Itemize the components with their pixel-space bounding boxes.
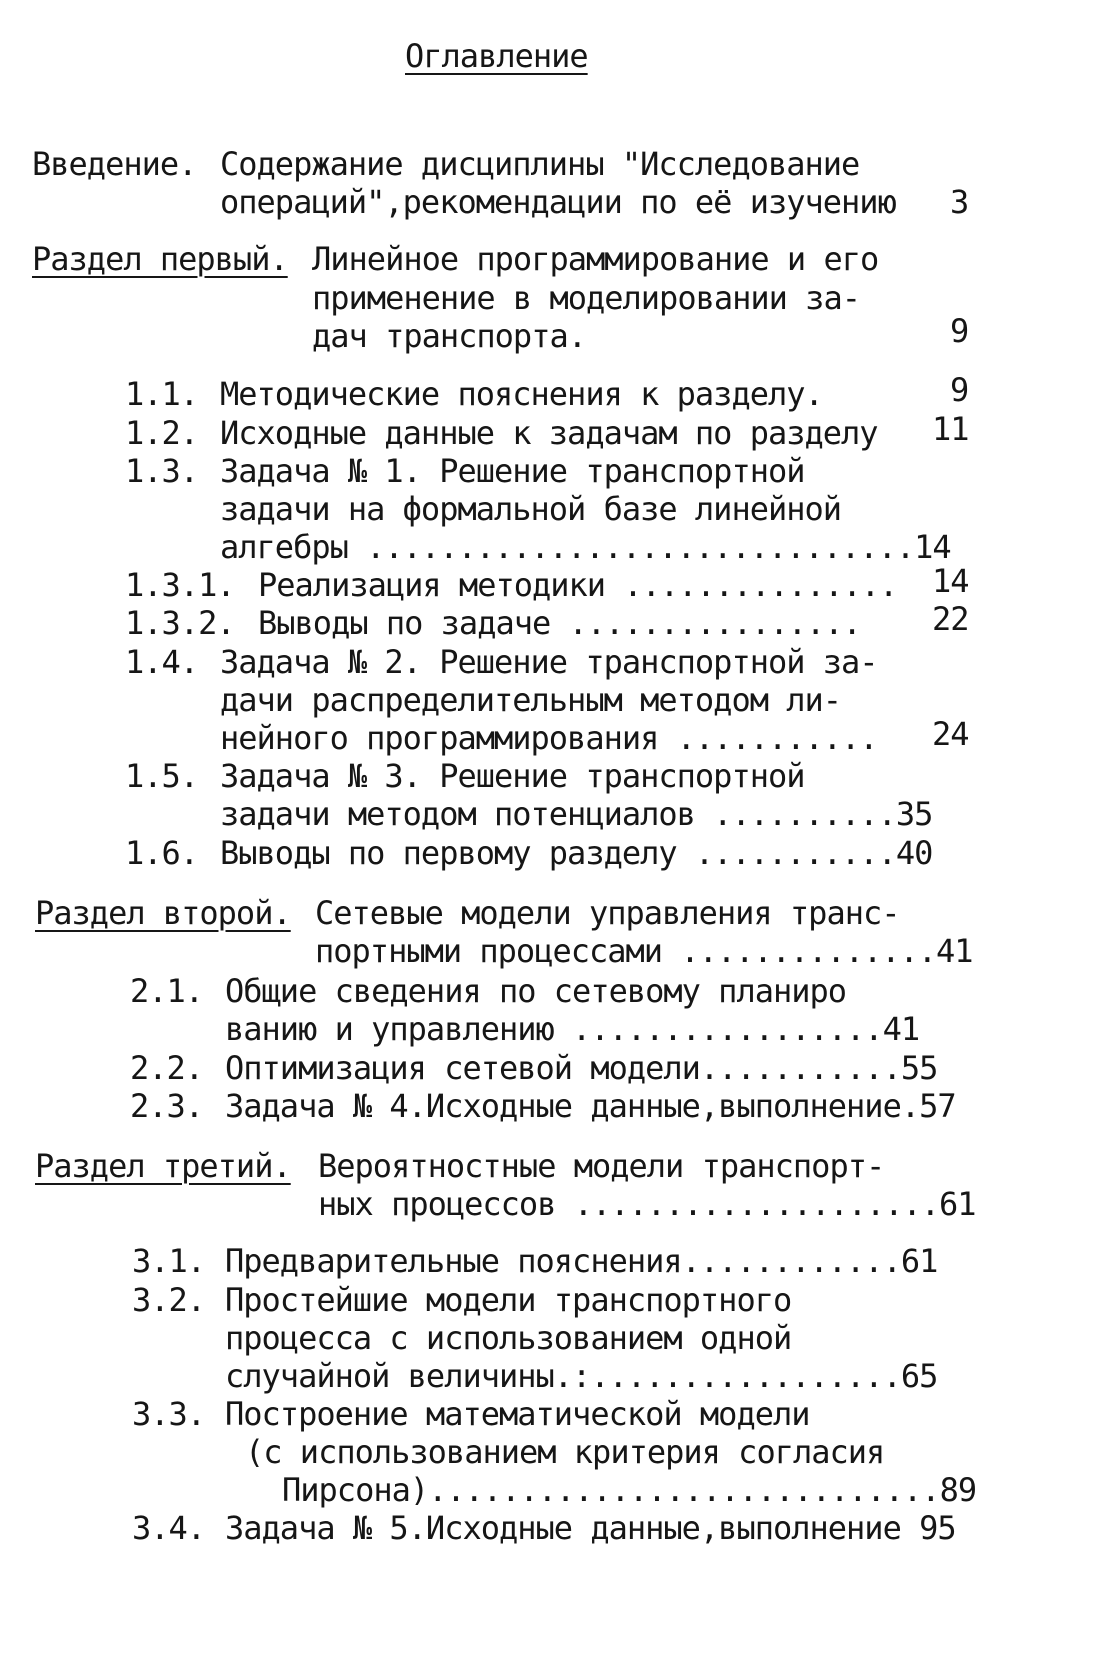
toc-entry: Задача № 3. Решение транспортной bbox=[220, 757, 805, 795]
toc-entry: Предварительные пояснения............61 bbox=[225, 1242, 938, 1280]
toc-entry: (с использованием критерия согласия bbox=[245, 1433, 885, 1471]
toc-entry: дачи распределительным методом ли- bbox=[220, 681, 842, 719]
toc-entry: нейного программирования ........... bbox=[220, 719, 878, 757]
toc-number: 1.3.1. bbox=[125, 566, 235, 604]
intro-line-2: операций",рекомендации по её изучению bbox=[220, 183, 896, 221]
section3-line-2: ных процессов ....................61 bbox=[318, 1185, 976, 1223]
section2-line-1: Сетевые модели управления транс- bbox=[315, 894, 900, 932]
section3-line-1: Вероятностные модели транспорт- bbox=[318, 1147, 885, 1185]
toc-entry: Исходные данные к задачам по разделу bbox=[220, 414, 878, 452]
toc-number: 2.3. bbox=[130, 1087, 204, 1125]
toc-number: 1.2. bbox=[125, 414, 199, 452]
toc-page: 22 bbox=[932, 600, 969, 638]
toc-entry: ванию и управлению .................41 bbox=[225, 1010, 920, 1048]
intro-line-1: Содержание дисциплины "Исследование bbox=[220, 145, 860, 183]
toc-number: 1.4. bbox=[125, 643, 199, 681]
section1-line-2: применение в моделировании за- bbox=[312, 279, 860, 317]
toc-entry: задачи методом потенциалов ..........35 bbox=[220, 795, 933, 833]
intro-label: Введение. bbox=[32, 145, 197, 183]
toc-number: 3.3. bbox=[132, 1395, 206, 1433]
toc-entry: Оптимизация сетевой модели...........55 bbox=[225, 1049, 938, 1087]
section1-label: Раздел первый. bbox=[32, 240, 288, 278]
section1-page: 9 bbox=[950, 312, 969, 350]
toc-page: 24 bbox=[932, 715, 969, 753]
toc-entry: Общие сведения по сетевому планиро bbox=[225, 972, 847, 1010]
toc-entry: случайной величины.:.................65 bbox=[225, 1357, 938, 1395]
toc-entry: задачи на формальной базе линейной bbox=[220, 490, 842, 528]
section1-line-3: дач транспорта. bbox=[312, 317, 586, 355]
toc-entry: Задача № 2. Решение транспортной за- bbox=[220, 643, 878, 681]
toc-entry: Пирсона)............................89 bbox=[282, 1471, 977, 1509]
toc-entry: Реализация методики ............... bbox=[258, 566, 898, 604]
toc-number: 3.1. bbox=[132, 1242, 206, 1280]
toc-number: 1.3. bbox=[125, 452, 199, 490]
toc-entry: Задача № 1. Решение транспортной bbox=[220, 452, 805, 490]
intro-page: 3 bbox=[950, 183, 969, 221]
toc-number: 3.4. bbox=[132, 1509, 206, 1547]
toc-number: 2.2. bbox=[130, 1049, 204, 1087]
toc-entry: Построение математической модели bbox=[225, 1395, 810, 1433]
section1-line-1: Линейное программирование и его bbox=[312, 240, 879, 278]
toc-number: 2.1. bbox=[130, 972, 204, 1010]
toc-entry: Простейшие модели транспортного bbox=[225, 1281, 792, 1319]
toc-entry: Выводы по первому разделу ...........40 bbox=[220, 834, 933, 872]
toc-number: 1.5. bbox=[125, 757, 199, 795]
toc-number: 1.3.2. bbox=[125, 604, 235, 642]
toc-entry: Задача № 4.Исходные данные,выполнение.57 bbox=[225, 1087, 956, 1125]
page-title: Оглавление bbox=[405, 37, 588, 75]
section2-label: Раздел второй. bbox=[35, 894, 291, 932]
toc-number: 1.6. bbox=[125, 834, 199, 872]
toc-entry: алгебры ..............................14 bbox=[220, 528, 951, 566]
section3-label: Раздел третий. bbox=[35, 1147, 291, 1185]
toc-entry: Задача № 5.Исходные данные,выполнение 95 bbox=[225, 1509, 956, 1547]
toc-number: 3.2. bbox=[132, 1281, 206, 1319]
toc-entry: Методические пояснения к разделу. bbox=[220, 375, 823, 413]
toc-entry: процесса с использованием одной bbox=[225, 1319, 792, 1357]
toc-page: 14 bbox=[932, 562, 969, 600]
toc-page: 11 bbox=[932, 410, 969, 448]
toc-number: 1.1. bbox=[125, 375, 199, 413]
section2-line-2: портными процессами ..............41 bbox=[315, 932, 973, 970]
toc-entry: Выводы по задаче ................ bbox=[258, 604, 861, 642]
toc-page: 9 bbox=[950, 371, 969, 409]
